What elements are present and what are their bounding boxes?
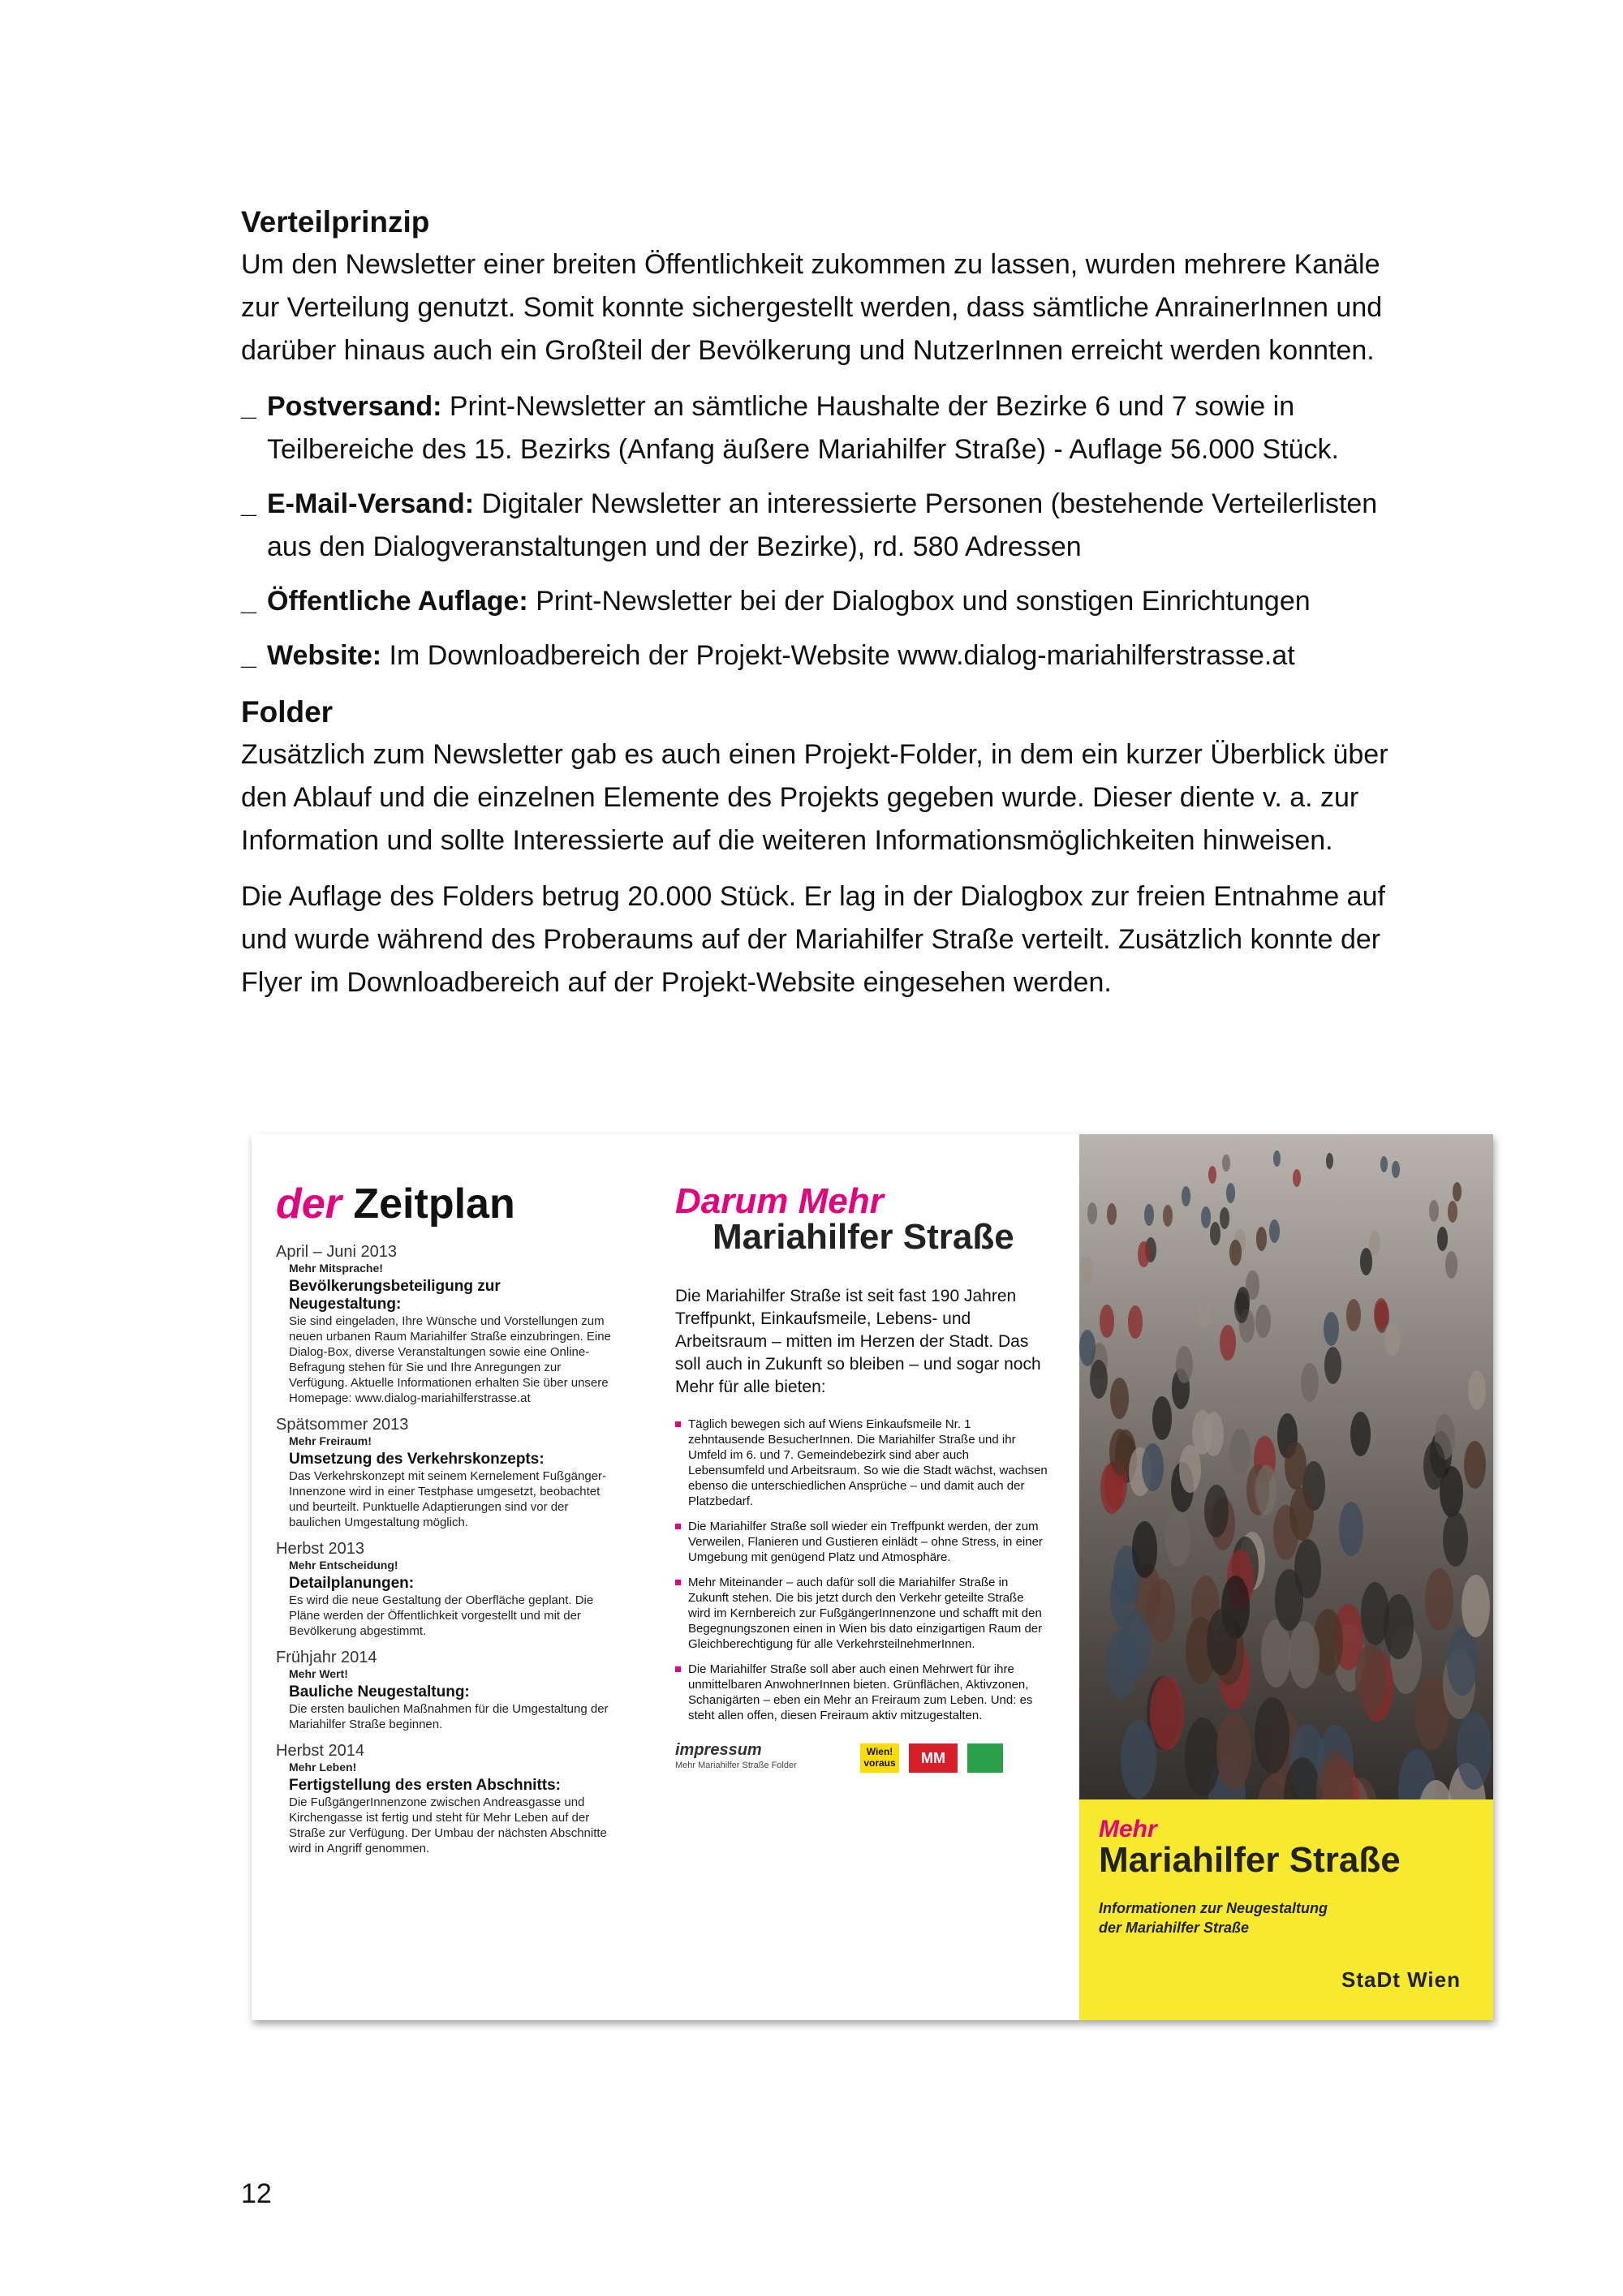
crowd-figure xyxy=(1210,1222,1220,1245)
crowd-figure xyxy=(1453,1182,1462,1202)
pink-square-icon xyxy=(675,1666,681,1672)
crowd-figure xyxy=(1369,1231,1380,1256)
paragraph-folder-2: Die Auflage des Folders betrug 20.000 Stück. Er lag in der Dialogbox zur freien Entnahme auf und wurde während des Proberaums auf der Mariahilfer Straße verteilt. Zusätzlich konnte der Flyer im Downloadbereich auf der Projekt-Website eingesehen werden. xyxy=(241,881,1385,998)
darum-point-text: Täglich bewegen sich auf Wiens Einkaufsmeile Nr. 1 zehntausende BesucherInnen. Die Mariahilfer Straße und ihr Umfeld im 6. und 7. Gemeindebezirk sind aber auch Lebensumfeld und Arbeitsraum. So wie die Stadt wächst, wachsen ebenso die unterschiedlichen Ansprüche – und damit auch der Platzbedarf. xyxy=(688,1417,1048,1508)
phase-mehr: Mehr Mitsprache! xyxy=(289,1262,383,1275)
crowd-figure xyxy=(1448,1201,1457,1223)
list-item xyxy=(241,580,1401,623)
crowd-figure xyxy=(1425,1568,1453,1630)
crowd-figure xyxy=(1443,1511,1468,1567)
phase-period: Frühjahr 2014 xyxy=(276,1649,377,1666)
crowd-figure xyxy=(1185,1718,1220,1796)
bullet-label: Website: xyxy=(267,640,382,671)
bezirksvorstehung-logo: MM xyxy=(909,1743,958,1773)
cover-subtitle: Informationen zur Neugestaltung der Mariahilfer Straße xyxy=(1099,1900,1328,1936)
crowd-figure xyxy=(1462,1575,1490,1637)
crowd-figure xyxy=(1182,1186,1190,1206)
darum-point xyxy=(675,1662,1048,1723)
crowd-figure xyxy=(1128,1305,1143,1339)
crowd-figure xyxy=(1132,1521,1158,1578)
crowd-figure xyxy=(1080,1256,1093,1283)
crowd-figure xyxy=(1324,1347,1341,1384)
street-crowd-photo xyxy=(1079,1134,1493,1799)
phase-period: Spätsommer 2013 xyxy=(276,1416,409,1434)
folder-image xyxy=(252,1134,1493,2020)
crowd-figure xyxy=(1289,1487,1314,1540)
crowd-figure xyxy=(1201,1206,1211,1228)
phase-heading: Detailplanungen: xyxy=(289,1575,415,1592)
phase-body: Es wird die neue Gestaltung der Oberfläche geplant. Die Pläne werden der Öffentlichkeit vorgestellt und mit der Bevölkerung abgestimmt. xyxy=(289,1593,594,1638)
crowd-figure xyxy=(1374,1298,1388,1331)
crowd-figure xyxy=(1445,1251,1457,1278)
phase-mehr: Mehr Entscheidung! xyxy=(289,1559,398,1572)
phase-heading: Bauliche Neugestaltung: xyxy=(289,1683,470,1701)
bullet-dash: _ xyxy=(241,586,256,617)
crowd-figure xyxy=(1090,1360,1108,1399)
crowd-figure xyxy=(1208,1166,1216,1184)
cover-panel xyxy=(1079,1134,1493,2020)
bullet-label: E-Mail-Versand: xyxy=(267,488,475,519)
darum-point-text: Die Mariahilfer Straße soll aber auch einen Mehrwert für ihre unmittelbaren AnwohnerInnen bieten. Grünflächen, Aktivzonen, Schanigärten – eben ein Mehr an Freiraum zum Leben. Und: es steht allen offen, diesen Freiraum aktiv mitzugestalten. xyxy=(688,1662,1033,1722)
phase-body: Die FußgängerInnenzone zwischen Andreasgasse und Kirchengasse ist fertig und steht für Mehr Leben auf der Straße zur Verfügung. Der Umbau der nächsten Abschnitte wird in Angriff genommen. xyxy=(289,1795,607,1855)
crowd-figure xyxy=(1216,1713,1252,1791)
crowd-figure xyxy=(1384,1322,1401,1357)
crowd-figure xyxy=(1204,1485,1229,1537)
darum-title-2: Mariahilfer Straße xyxy=(712,1217,1014,1257)
darum-point-text: Mehr Miteinander – auch dafür soll die Mariahilfer Straße in Zukunft stehen. Die bis jetzt durch den Verkehr geteilte Straße wird im Kernbereich zur FußgängerInnenzone und schafft mit den Begegnungszonen einen in Wien bis dato einzigartigen Raum der Gleichberechtigung für alle VerkehrsteilnehmerInnen. xyxy=(688,1576,1043,1651)
crowd-figure xyxy=(1339,1502,1364,1556)
crowd-figure xyxy=(1293,1169,1301,1187)
cover-title: Mariahilfer Straße xyxy=(1099,1840,1401,1880)
crowd-figure xyxy=(1222,1154,1229,1171)
crowd-figure xyxy=(1285,1442,1307,1490)
crowd-figure xyxy=(1380,1156,1388,1173)
zeitplan-phase xyxy=(276,1649,617,1732)
crowd-figure xyxy=(1229,1429,1251,1476)
crowd-figure xyxy=(1256,1227,1268,1251)
darum-point xyxy=(675,1575,1048,1652)
crowd-figure xyxy=(1152,1396,1172,1439)
crowd-figure xyxy=(1106,1630,1138,1699)
crowd-figure xyxy=(1142,1443,1164,1492)
heading-folder: Folder xyxy=(241,695,334,729)
crowd-figure xyxy=(1165,1511,1190,1567)
crowd-figure xyxy=(1079,1330,1096,1365)
crowd-figure xyxy=(1350,1412,1371,1456)
crowd-figure xyxy=(1138,1241,1150,1267)
crowd-figure xyxy=(1326,1153,1333,1169)
zeitplan-title: der Zeitplan xyxy=(276,1180,515,1228)
crowd-figure xyxy=(1107,1203,1117,1225)
crowd-figure xyxy=(1109,1429,1130,1476)
bullet-dash: _ xyxy=(241,391,256,422)
phase-period: April – Juni 2013 xyxy=(276,1243,397,1261)
crowd-figure xyxy=(1110,1378,1129,1419)
darum-title-1: Darum Mehr xyxy=(675,1181,884,1221)
zeitplan-phase xyxy=(276,1416,617,1530)
crowd-figure xyxy=(1197,1296,1212,1329)
crowd-figure xyxy=(1468,1370,1487,1411)
crowd-figure xyxy=(1121,1720,1156,1799)
pink-square-icon xyxy=(675,1580,681,1585)
crowd-figure xyxy=(1255,1305,1271,1338)
list-item xyxy=(241,385,1401,471)
crowd-figure xyxy=(1163,1205,1173,1227)
cover-yellow-box xyxy=(1079,1799,1493,2020)
phase-mehr: Mehr Leben! xyxy=(289,1761,357,1774)
section-verteilprinzip xyxy=(241,200,1401,1004)
zeitplan-phase xyxy=(276,1540,617,1639)
darum-point xyxy=(675,1417,1048,1509)
bullet-label: Öffentliche Auflage: xyxy=(267,586,528,617)
crowd-figure xyxy=(1229,1240,1242,1266)
phase-period: Herbst 2014 xyxy=(276,1742,364,1760)
crowd-figure xyxy=(1275,1569,1303,1632)
crowd-figure xyxy=(1255,1465,1278,1516)
paragraph-verteilprinzip: Um den Newsletter einer breiten Öffentlichkeit zukommen zu lassen, wurden mehrere Kanäle zur Verteilung genutzt. Somit konnte sichergestellt werden, dass sämtliche AnrainerInnen und darüber hinaus auch ein Großteil der Bevölkerung und NutzerInnen erreicht werden konnten. xyxy=(241,249,1383,366)
bullet-text: Digitaler Newsletter an interessierte Personen (bestehende Verteilerlisten aus den Dialogveranstaltungen und der Bezirke), rd. 580 Adressen xyxy=(267,488,1378,562)
phase-mehr: Mehr Freiraum! xyxy=(289,1434,372,1447)
list-item xyxy=(241,634,1401,677)
page-number: 12 xyxy=(241,2178,272,2209)
crowd-figure xyxy=(1464,1441,1486,1489)
phase-heading: Bevölkerungsbeteiligung zur Neugestaltung: xyxy=(289,1278,501,1313)
pink-square-icon xyxy=(675,1524,681,1529)
crowd-figure xyxy=(1087,1202,1097,1224)
crowd-figure xyxy=(1179,1445,1201,1494)
impressum-text: Mehr Mariahilfer Straße Folder xyxy=(675,1761,797,1770)
darum-point-text: Die Mariahilfer Straße soll wieder ein Treffpunkt werden, der zum Verweilen, Flanieren und Gustieren einlädt – ohne Stress, in einer Umgebung mit genügend Platz und Atmosphäre. xyxy=(688,1520,1043,1564)
pink-square-icon xyxy=(675,1421,681,1427)
crowd-figure xyxy=(1255,1697,1289,1774)
crowd-figure xyxy=(1392,1161,1400,1178)
phase-period: Herbst 2013 xyxy=(276,1540,364,1558)
crowd-figure xyxy=(1147,1579,1175,1642)
phase-body: Das Verkehrskonzept mit seinem Kernelement Fußgänger-Innenzone wird in einer Testphase umgesetzt, beobachtet und beurteilt. Punktuelle Adaptierungen sind vor der baulichen Umgestaltung möglich. xyxy=(289,1469,607,1529)
crowd-figure xyxy=(1150,1676,1183,1750)
crowd-figure xyxy=(1457,1712,1492,1790)
phase-heading: Fertigstellung des ersten Abschnitts: xyxy=(289,1777,562,1794)
bullet-text: Print-Newsletter an sämtliche Haushalte der Bezirke 6 und 7 sowie in Teilbereiche des 15. Bezirks (Anfang äußere Mariahilfer Straße) - Auflage 56.000 Stück. xyxy=(267,391,1340,465)
list-item xyxy=(241,483,1401,569)
zeitplan-phase xyxy=(276,1742,617,1856)
darum-point xyxy=(675,1519,1048,1565)
crowd-figure xyxy=(1176,1346,1193,1383)
phase-mehr: Mehr Wert! xyxy=(289,1667,348,1680)
crowd-figure xyxy=(1220,1325,1236,1360)
green-logo-icon xyxy=(967,1743,1003,1773)
wien-voraus-logo: Wien! voraus xyxy=(860,1743,899,1773)
zeitplan-panel xyxy=(252,1134,633,2020)
crowd-figure xyxy=(1437,1227,1449,1251)
heading-verteilprinzip: Verteilprinzip xyxy=(241,205,430,239)
stadt-wien-logo: StaDt Wien xyxy=(1341,1967,1461,1992)
paragraph-folder-1: Zusätzlich zum Newsletter gab es auch einen Projekt-Folder, in dem ein kurzer Überblick über den Ablauf und die einzelnen Elemente des Projekts gegeben wurde. Dieser diente v. a. zur Information und sollte Interessierte auf die weiteren Informationsmöglichkeiten hinweisen. xyxy=(241,739,1388,856)
crowd-figure xyxy=(1273,1150,1281,1167)
darum-intro: Die Mariahilfer Straße ist seit fast 190 Jahren Treffpunkt, Einkaufsmeile, Lebens- und Arbeitsraum – mitten im Herzen der Stadt. Das soll auch in Zukunft so bleiben – und sogar noch Mehr für alle bieten: xyxy=(675,1287,1041,1396)
impressum-title: impressum xyxy=(675,1741,762,1759)
crowd-figure xyxy=(1144,1204,1154,1226)
crowd-figure xyxy=(1100,1305,1115,1338)
bullet-text: Im Downloadbereich der Projekt-Website www.dialog-mariahilferstrasse.at xyxy=(389,640,1295,671)
phase-heading: Umsetzung des Verkehrskonzepts: xyxy=(289,1451,545,1468)
bullet-text: Print-Newsletter bei der Dialogbox und sonstigen Einrichtungen xyxy=(536,586,1311,617)
crowd-figure xyxy=(1269,1219,1280,1243)
crowd-figure xyxy=(1207,1609,1237,1675)
crowd-figure xyxy=(1384,1594,1413,1659)
bullet-label: Postversand: xyxy=(267,391,442,422)
zeitplan-phase xyxy=(276,1243,617,1406)
crowd-figure xyxy=(1203,1412,1224,1456)
crowd-figure xyxy=(1355,1644,1387,1714)
crowd-figure xyxy=(1346,1299,1361,1331)
crowd-figure xyxy=(1289,1621,1319,1689)
crowd-figure xyxy=(1220,1207,1229,1229)
phase-body: Sie sind eingeladen, Ihre Wünsche und Vorstellungen zum neuen urbanen Raum Mariahilfer Straße einzubringen. Eine Dialog-Box, diverse Veranstaltungen sowie eine Online-Befragung stehen für Sie und Ihre Anregungen zur Verfügung. Aktuelle Informationen erhalten Sie über unsere Homepage: www.dialog-mariahilferstrasse.at xyxy=(289,1314,611,1405)
phase-body: Die ersten baulichen Maßnahmen für die Umgestaltung der Mariahilfer Straße beginnen. xyxy=(289,1702,609,1731)
crowd-figure xyxy=(1301,1363,1319,1403)
crowd-figure xyxy=(1324,1312,1339,1346)
crowd-figure xyxy=(1234,1292,1249,1323)
crowd-figure xyxy=(1226,1183,1235,1202)
bullet-dash: _ xyxy=(241,488,256,519)
crowd-figure xyxy=(1429,1200,1439,1222)
cover-mehr: Mehr xyxy=(1099,1816,1157,1842)
bullet-dash: _ xyxy=(241,640,256,671)
